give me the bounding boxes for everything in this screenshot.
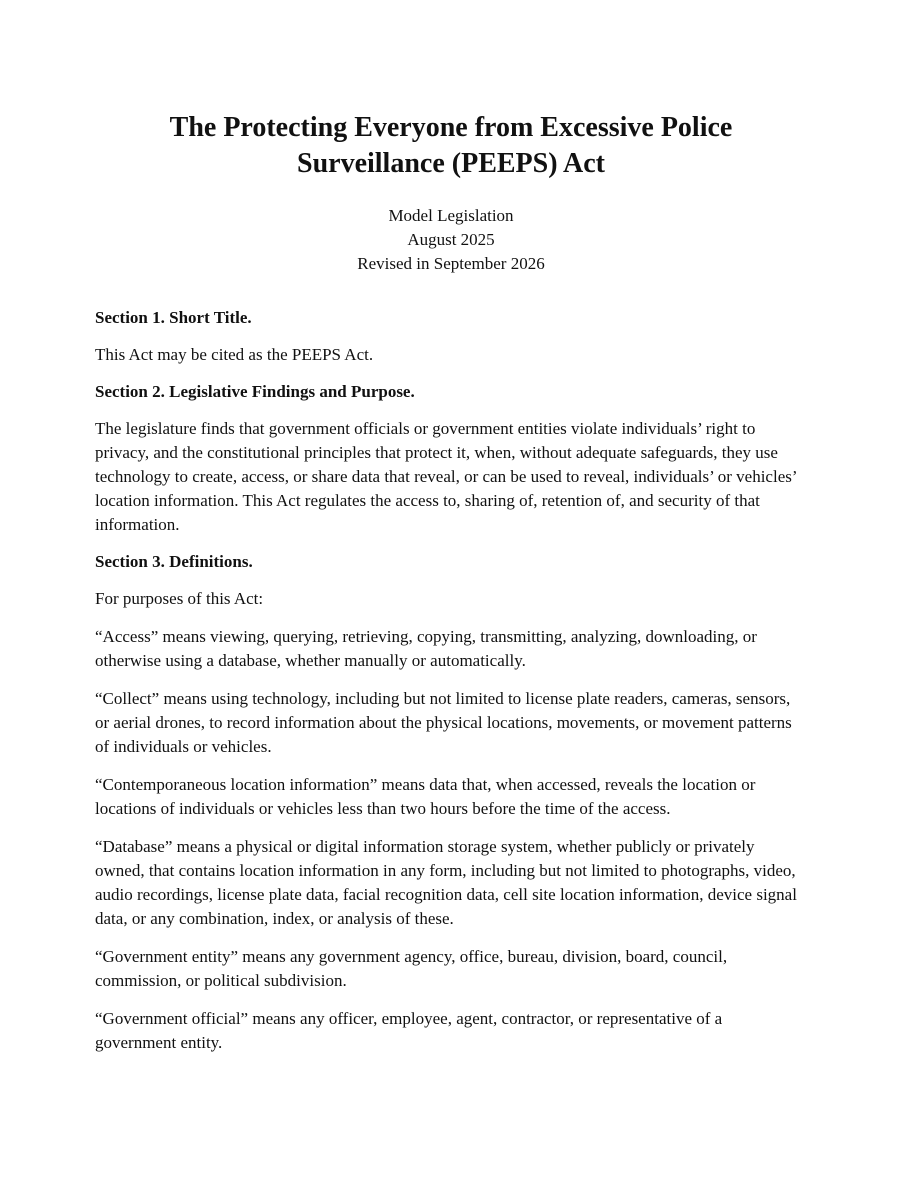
definition-collect: “Collect” means using technology, including but not limited to license plate readers, cameras, sensors, or aerial drones, to record information about the physical locations, movements, or movement patterns of individuals or vehicles. — [95, 689, 792, 756]
section-1-heading: Section 1. Short Title. — [95, 308, 252, 327]
definition-contemporaneous-location: “Contemporaneous location information” means data that, when accessed, reveals the location or locations of individuals or vehicles less than two hours before the time of the access. — [95, 775, 756, 818]
document-page — [95, 110, 807, 1055]
document-subtitle — [95, 204, 807, 276]
definition-access: “Access” means viewing, querying, retrieving, copying, transmitting, analyzing, downloading, or otherwise using a database, whether manually or automatically. — [95, 627, 757, 670]
subtitle-line-date: August 2025 — [407, 230, 495, 249]
subtitle-line-revised: Revised in September 2026 — [357, 254, 545, 273]
definition-government-entity: “Government entity” means any government agency, office, bureau, division, board, council, commission, or political subdivision. — [95, 947, 728, 990]
section-2-paragraph: The legislature finds that government officials or government entities violate individuals’ right to privacy, and the constitutional principles that protect it, when, without adequate safeguards, they use technology to create, access, or share data that reveal, or can be used to reveal, individuals’ or vehicles’ location information. This Act regulates the access to, sharing of, retention of, and security of that information. — [95, 419, 797, 534]
subtitle-line-model: Model Legislation — [388, 206, 514, 225]
section-3-heading: Section 3. Definitions. — [95, 552, 253, 571]
definition-government-official: “Government official” means any officer, employee, agent, contractor, or representative of a government entity. — [95, 1009, 723, 1052]
document-title: The Protecting Everyone from Excessive Police Surveillance (PEEPS) Act — [169, 112, 733, 179]
definition-database: “Database” means a physical or digital information storage system, whether publicly or privately owned, that contains location information in any form, including but not limited to photographs, video, audio recordings, license plate data, facial recognition data, cell site location information, device signal data, or any combination, index, or analysis of these. — [95, 837, 797, 928]
section-2-heading: Section 2. Legislative Findings and Purpose. — [95, 382, 415, 401]
definitions-intro: For purposes of this Act: — [95, 589, 264, 608]
section-1-paragraph: This Act may be cited as the PEEPS Act. — [95, 345, 374, 364]
